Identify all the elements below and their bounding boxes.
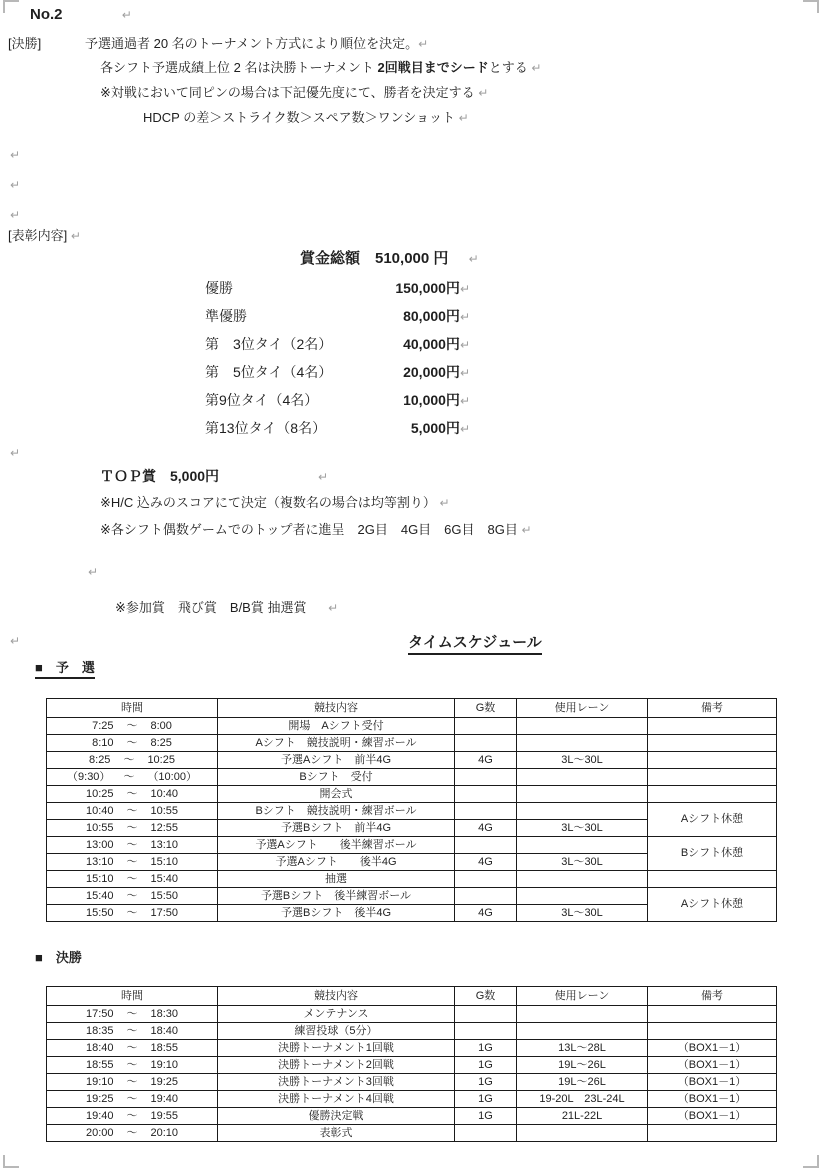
table-row	[47, 1023, 777, 1040]
time-cell: 13:00 ～ 13:10	[47, 837, 218, 854]
remark-cell: Aシフト休憩	[648, 888, 777, 922]
time-cell: 18:40 ～ 18:55	[47, 1040, 218, 1057]
col-header-content: 競技内容	[218, 987, 455, 1006]
col-header-games: G数	[455, 699, 517, 718]
table-row	[47, 1125, 777, 1142]
games-cell: 1G	[455, 1108, 517, 1125]
table-row	[47, 718, 777, 735]
content-cell: 決勝トーナメント3回戦	[218, 1074, 455, 1091]
time-cell: 18:35 ～ 18:40	[47, 1023, 218, 1040]
time-cell: 19:25 ～ 19:40	[47, 1091, 218, 1108]
time-cell: （9:30） ～ （10:00）	[47, 769, 218, 786]
time-cell: 15:10 ～ 15:40	[47, 871, 218, 888]
pilcrow-mark: ↵	[459, 394, 470, 408]
pilcrow-mark: ↵	[10, 178, 21, 192]
time-cell: 20:00 ～ 20:10	[47, 1125, 218, 1142]
time-cell: 10:40 ～ 10:55	[47, 803, 218, 820]
remark-cell	[648, 871, 777, 888]
table-row	[47, 735, 777, 752]
schedule-title: タイムスケジュール	[408, 634, 542, 655]
time-cell: 18:55 ～ 19:10	[47, 1057, 218, 1074]
pilcrow-mark: ↵	[10, 208, 21, 222]
time-cell: 19:40 ～ 19:55	[47, 1108, 218, 1125]
prize-amount: 10,000円↵	[403, 392, 470, 408]
content-cell: 決勝トーナメント4回戦	[218, 1091, 455, 1108]
content-cell: 抽選	[218, 871, 455, 888]
table-header-row	[47, 987, 777, 1006]
games-cell	[455, 837, 517, 854]
lanes-cell	[517, 718, 648, 735]
prize-row	[205, 274, 470, 302]
content-cell: Bシフト 競技説明・練習ボール	[218, 803, 455, 820]
games-cell	[455, 871, 517, 888]
prize-row	[205, 414, 470, 442]
prize-row	[205, 302, 470, 330]
content-cell: 開場 Aシフト受付	[218, 718, 455, 735]
prize-rank: 第13位タイ（8名）	[205, 420, 327, 436]
table-row	[47, 1108, 777, 1125]
prize-total: 賞金総額 510,000 円 ↵	[300, 250, 479, 267]
lanes-cell	[517, 888, 648, 905]
games-cell: 1G	[455, 1074, 517, 1091]
table-row	[47, 1057, 777, 1074]
games-cell	[455, 803, 517, 820]
corner-mark-top-left	[3, 0, 19, 13]
col-header-time: 時間	[47, 987, 218, 1006]
pilcrow-mark: ↵	[478, 86, 489, 100]
table-row	[47, 1040, 777, 1057]
lanes-cell	[517, 837, 648, 854]
remark-cell: Bシフト休憩	[648, 837, 777, 871]
col-header-games: G数	[455, 987, 517, 1006]
remark-cell: Aシフト休憩	[648, 803, 777, 837]
pilcrow-mark: ↵	[458, 111, 469, 125]
prize-amount: 5,000円↵	[410, 420, 470, 436]
preliminary-schedule-table	[46, 698, 777, 922]
top-prize-note1: ※H/C 込みのスコアにて決定（複数名の場合は均等割り） ↵	[100, 495, 450, 510]
time-cell: 17:50 ～ 18:30	[47, 1006, 218, 1023]
remark-cell: （BOX1－1）	[648, 1091, 777, 1108]
table-row	[47, 871, 777, 888]
pilcrow-mark: ↵	[468, 252, 479, 266]
games-cell	[455, 735, 517, 752]
games-cell: 1G	[455, 1057, 517, 1074]
prize-amount: 150,000円↵	[395, 280, 470, 296]
table-row	[47, 769, 777, 786]
games-cell: 4G	[455, 752, 517, 769]
final-section-heading: ■ 決勝	[35, 950, 82, 965]
prize-amount: 40,000円↵	[403, 336, 470, 352]
table-row	[47, 1006, 777, 1023]
games-cell: 4G	[455, 854, 517, 871]
final-section-label: [決勝]	[8, 36, 42, 51]
prize-amount: 20,000円↵	[403, 364, 470, 380]
lanes-cell: 19L～26L	[517, 1057, 648, 1074]
games-cell: 1G	[455, 1091, 517, 1108]
prize-row	[205, 386, 470, 414]
content-cell: メンテナンス	[218, 1006, 455, 1023]
pilcrow-mark: ↵	[531, 61, 542, 75]
remark-cell	[648, 1023, 777, 1040]
games-cell: 4G	[455, 905, 517, 922]
col-header-time: 時間	[47, 699, 218, 718]
table-row	[47, 803, 777, 820]
table-row	[47, 1074, 777, 1091]
time-cell: 15:40 ～ 15:50	[47, 888, 218, 905]
pilcrow-mark: ↵	[317, 470, 328, 484]
final-rules-line1: [決勝] 予選通過者 20 名のトーナメント方式により順位を決定。 ↵	[8, 36, 429, 51]
games-cell	[455, 1125, 517, 1142]
remark-cell	[648, 1125, 777, 1142]
pilcrow-mark: ↵	[10, 634, 21, 648]
pilcrow-mark: ↵	[121, 8, 132, 22]
remark-cell	[648, 1006, 777, 1023]
lanes-cell	[517, 786, 648, 803]
prize-rank: 準優勝	[205, 308, 247, 324]
pilcrow-mark: ↵	[418, 37, 429, 51]
top-prize-line: ＴＯＰ賞 5,000円 ↵	[100, 468, 328, 484]
lanes-cell	[517, 1125, 648, 1142]
games-cell	[455, 1023, 517, 1040]
content-cell: 予選Aシフト 前半4G	[218, 752, 455, 769]
lanes-cell: 19-20L 23L-24L	[517, 1091, 648, 1108]
corner-mark-bottom-left	[3, 1155, 19, 1168]
games-cell: 1G	[455, 1040, 517, 1057]
pilcrow-mark: ↵	[10, 446, 21, 460]
content-cell: Bシフト 受付	[218, 769, 455, 786]
final-rules-line3: ※対戦において同ピンの場合は下記優先度にて、勝者を決定する ↵	[100, 85, 489, 100]
pilcrow-mark: ↵	[70, 229, 81, 243]
prize-amount: 80,000円↵	[403, 308, 470, 324]
col-header-remark: 備考	[648, 987, 777, 1006]
lanes-cell	[517, 1023, 648, 1040]
col-header-content: 競技内容	[218, 699, 455, 718]
prize-row	[205, 358, 470, 386]
games-cell	[455, 769, 517, 786]
remark-cell	[648, 718, 777, 735]
lanes-cell	[517, 803, 648, 820]
remark-cell	[648, 769, 777, 786]
remark-cell: （BOX1－1）	[648, 1108, 777, 1125]
pilcrow-mark: ↵	[459, 310, 470, 324]
games-cell	[455, 718, 517, 735]
pilcrow-mark: ↵	[521, 523, 532, 537]
lanes-cell: 3L～30L	[517, 905, 648, 922]
lanes-cell	[517, 1006, 648, 1023]
lanes-cell	[517, 871, 648, 888]
content-cell: 予選Bシフト 後半4G	[218, 905, 455, 922]
top-prize-note2: ※各シフト偶数ゲームでのトップ者に進呈 2G目 4G目 6G目 8G目 ↵	[100, 522, 532, 537]
pilcrow-mark: ↵	[328, 601, 339, 615]
pilcrow-mark: ↵	[10, 148, 21, 162]
page-number: No.2 ↵	[30, 6, 132, 23]
content-cell: 予選Aシフト 後半4G	[218, 854, 455, 871]
games-cell	[455, 1006, 517, 1023]
pilcrow-mark: ↵	[88, 565, 99, 579]
lanes-cell: 3L～30L	[517, 820, 648, 837]
prize-row	[205, 330, 470, 358]
pilcrow-mark: ↵	[459, 282, 470, 296]
remark-cell	[648, 752, 777, 769]
content-cell: 優勝決定戦	[218, 1108, 455, 1125]
table-header-row	[47, 699, 777, 718]
col-header-lanes: 使用レーン	[517, 987, 648, 1006]
prize-rank: 優勝	[205, 280, 233, 296]
time-cell: 10:55 ～ 12:55	[47, 820, 218, 837]
lanes-cell: 13L～28L	[517, 1040, 648, 1057]
remark-cell: （BOX1－1）	[648, 1057, 777, 1074]
content-cell: 決勝トーナメント1回戦	[218, 1040, 455, 1057]
lanes-cell: 3L～30L	[517, 854, 648, 871]
final-rules-line2: 各シフト予選成績上位 2 名は決勝トーナメント 2回戦目までシードとする ↵	[100, 60, 542, 75]
table-row	[47, 837, 777, 854]
final-schedule-table	[46, 986, 777, 1142]
table-row	[47, 752, 777, 769]
remark-cell	[648, 735, 777, 752]
prize-list	[205, 274, 470, 442]
time-cell: 15:50 ～ 17:50	[47, 905, 218, 922]
awards-section-label: [表彰内容] ↵	[8, 228, 81, 243]
content-cell: 表彰式	[218, 1125, 455, 1142]
lanes-cell: 19L～26L	[517, 1074, 648, 1091]
prize-rank: 第 5位タイ（4名）	[205, 364, 333, 380]
lanes-cell	[517, 769, 648, 786]
content-cell: 開会式	[218, 786, 455, 803]
content-cell: 予選Bシフト 前半4G	[218, 820, 455, 837]
pilcrow-mark: ↵	[459, 366, 470, 380]
content-cell: 決勝トーナメント2回戦	[218, 1057, 455, 1074]
final-rules-line4: HDCP の差＞ストライク数＞スペア数＞ワンショット ↵	[143, 110, 469, 125]
lanes-cell: 3L～30L	[517, 752, 648, 769]
remark-cell: （BOX1－1）	[648, 1040, 777, 1057]
lanes-cell	[517, 735, 648, 752]
time-cell: 10:25 ～ 10:40	[47, 786, 218, 803]
content-cell: Aシフト 競技説明・練習ボール	[218, 735, 455, 752]
games-cell	[455, 888, 517, 905]
pilcrow-mark: ↵	[459, 422, 470, 436]
time-cell: 7:25 ～ 8:00	[47, 718, 218, 735]
content-cell: 予選Aシフト 後半練習ボール	[218, 837, 455, 854]
time-cell: 19:10 ～ 19:25	[47, 1074, 218, 1091]
time-cell: 8:25 ～ 10:25	[47, 752, 218, 769]
remark-cell	[648, 786, 777, 803]
prize-rank: 第9位タイ（4名）	[205, 392, 319, 408]
table-row	[47, 888, 777, 905]
participation-prizes-line: ※参加賞 飛び賞 B/B賞 抽選賞 ↵	[115, 600, 339, 615]
col-header-lanes: 使用レーン	[517, 699, 648, 718]
prelim-section-label: ■ 予 選	[35, 660, 95, 679]
table-row	[47, 786, 777, 803]
games-cell: 4G	[455, 820, 517, 837]
remark-cell: （BOX1－1）	[648, 1074, 777, 1091]
time-cell: 13:10 ～ 15:10	[47, 854, 218, 871]
prize-rank: 第 3位タイ（2名）	[205, 336, 333, 352]
lanes-cell: 21L-22L	[517, 1108, 648, 1125]
time-cell: 8:10 ～ 8:25	[47, 735, 218, 752]
content-cell: 予選Bシフト 後半練習ボール	[218, 888, 455, 905]
pilcrow-mark: ↵	[459, 338, 470, 352]
corner-mark-top-right	[803, 0, 819, 13]
corner-mark-bottom-right	[803, 1155, 819, 1168]
games-cell	[455, 786, 517, 803]
col-header-remark: 備考	[648, 699, 777, 718]
table-row	[47, 1091, 777, 1108]
pilcrow-mark: ↵	[439, 496, 450, 510]
content-cell: 練習投球（5分）	[218, 1023, 455, 1040]
